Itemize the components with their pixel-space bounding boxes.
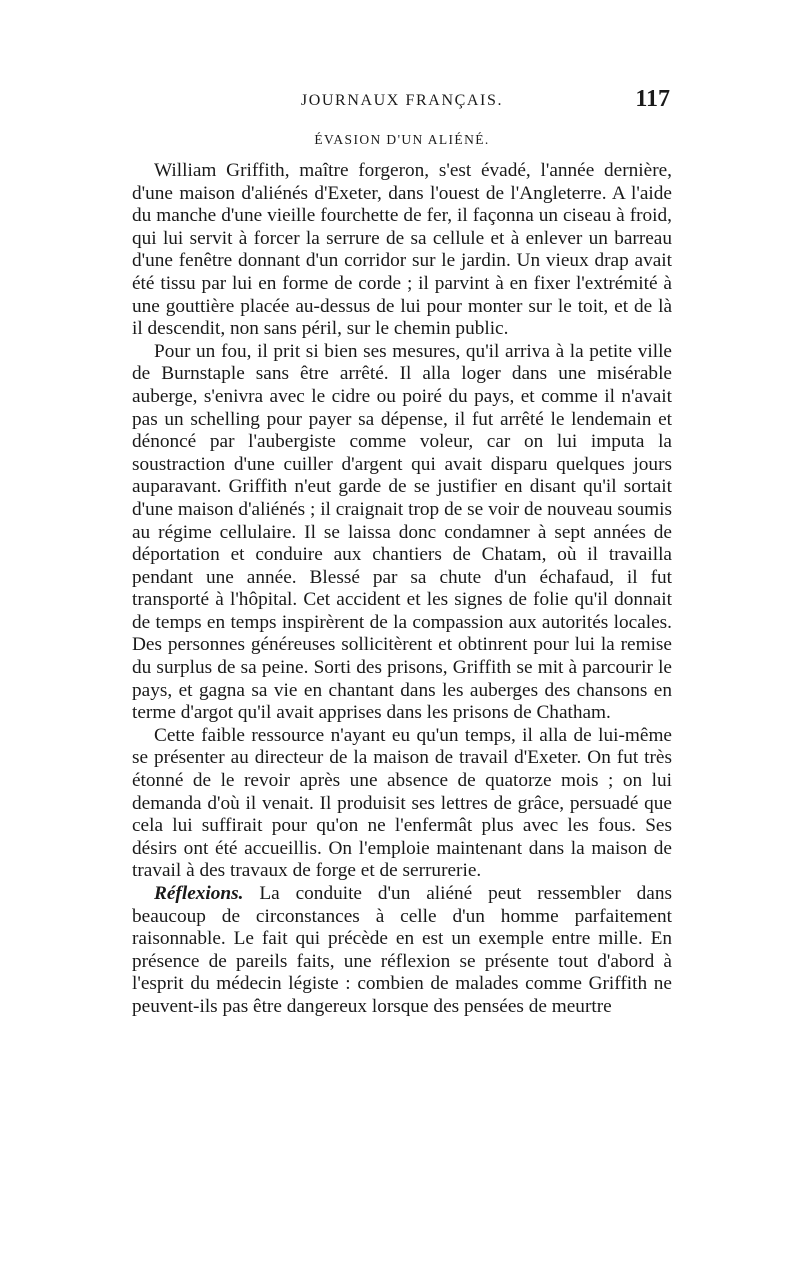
reflexions-text: La conduite d'un aliéné peut ressembler dans beaucoup de circonstances à celle d'un homme parfaitement raisonnable. Le fait qui précède en est un exemple entre mille. En présence de pareils faits, une réflexion se présente tout d'abord à l'esprit du médecin légiste : combien de malades comme Griffith ne peuvent-ils pas être dangereux lorsque des pensées de meurtre: [132, 883, 672, 1017]
page-number: 117: [635, 86, 670, 112]
running-title: JOURNAUX FRANÇAIS.: [300, 92, 504, 109]
book-page: [132, 86, 672, 1019]
running-head: [132, 86, 672, 118]
paragraph-exeter-return: Cette faible ressource n'ayant eu qu'un temps, il alla de lui-même se présenter au directeur de la maison de travail d'Exeter. On fut très étonné de le revoir après une absence de quatorze mois ; on lui demanda d'où il venait. Il produisit ses lettres de grâce, persuadé que cela lui suffirait pour qu'on ne l'enfermât plus avec les fous. Ses désirs ont été accueillis. On l'emploie maintenant dans la maison de travail à des travaux de forge et de serrurerie.: [132, 724, 672, 882]
article-title: ÉVASION D'UN ALIÉNÉ.: [314, 132, 490, 147]
reflexions-label: Réflexions.: [154, 883, 244, 904]
paragraph-escape: William Griffith, maître forgeron, s'est évadé, l'année dernière, d'une maison d'aliénés d'Exeter, dans l'ouest de l'Angleterre. A l'aide du manche d'une vieille fourchette de fer, il façonna un ciseau à froid, qui lui servit à forcer la serrure de sa cellule et à enlever un barreau d'une fenêtre donnant d'un corridor sur le jardin. Un vieux drap avait été tissu par lui en forme de corde ; il parvint à en fixer l'extrémité à une gouttière placée au-dessus de lui pour monter sur le toit, et de là il descendit, non sans péril, sur le chemin public.: [132, 160, 672, 340]
paragraph-reflexions: [132, 883, 672, 1019]
paragraph-burnstaple: Pour un fou, il prit si bien ses mesures, qu'il arriva à la petite ville de Burnstaple sans être arrêté. Il alla loger dans une misérable auberge, s'enivra avec le cidre ou poiré du pays, et comme il n'avait pas un schelling pour payer sa dépense, il fut arrêté le lendemain et dénoncé par l'aubergiste comme voleur, car on lui imputa la soustraction d'une cuiller d'argent qui avait disparu quelques jours auparavant. Griffith n'eut garde de se justifier en disant qu'il sortait d'une maison d'aliénés ; il craignait trop de se voir de nouveau soumis au régime cellulaire. Il se laissa donc condamner à sept années de déportation et conduire aux chantiers de Chatam, où il travailla pendant une année. Blessé par sa chute d'un échafaud, il fut transporté à l'hôpital. Cet accident et les signes de folie qu'il donnait de temps en temps inspirèrent de la compassion aux autorités locales. Des personnes généreuses sollicitèrent et obtinrent pour lui la remise du surplus de sa peine. Sorti des prisons, Griffith se mit à parcourir le pays, et gagna sa vie en chantant dans les auberges des chansons en terme d'argot qu'il avait apprises dans les prisons de Chatham.: [132, 340, 672, 724]
